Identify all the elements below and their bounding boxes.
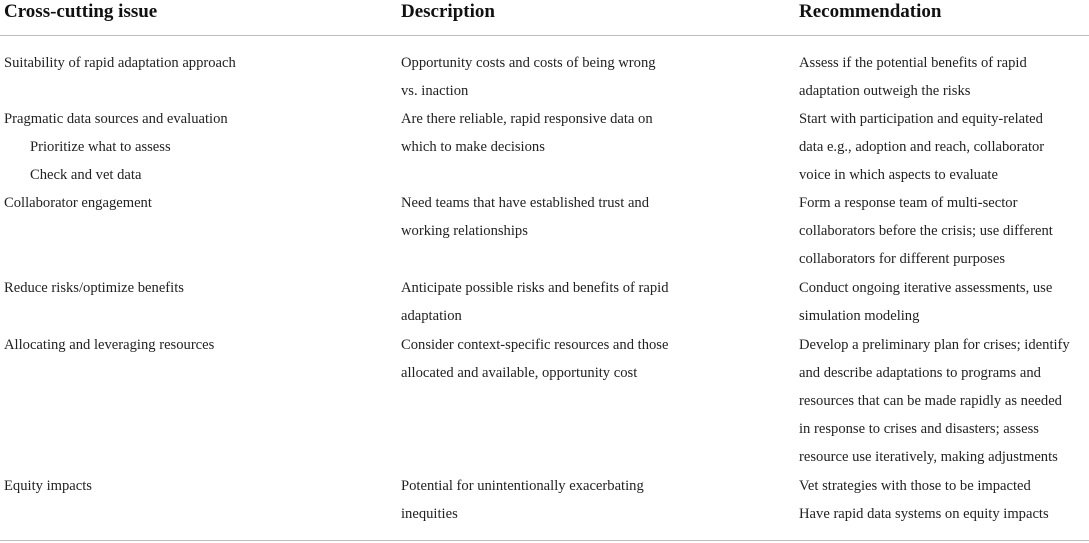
table-row-subitem: Check and vet data [30, 167, 142, 183]
header-divider [0, 35, 1089, 36]
table-row-issue: Reduce risks/optimize benefits [4, 280, 184, 296]
header-description: Description [401, 1, 495, 22]
table-row-description: Are there reliable, rapid responsive data on which to make decisions [401, 111, 653, 155]
table-row-recommendation: Form a response team of multi-sector collaborators before the crisis; use different collaborators for different purposes [799, 195, 1053, 267]
table-row-description: Potential for unintentionally exacerbating inequities [401, 478, 644, 522]
table-row-recommendation: Develop a preliminary plan for crises; identify and describe adaptations to programs and resources that can be made rapidly as needed in response to crises and disasters; assess resource use iteratively, making adjustments [799, 337, 1070, 465]
header-cross-cutting-issue: Cross-cutting issue [4, 1, 158, 22]
table-row-issue: Allocating and leveraging resources [4, 337, 215, 353]
table-row-subitem: Prioritize what to assess [30, 139, 171, 155]
table-row-description: Anticipate possible risks and benefits of rapid adaptation [401, 280, 669, 324]
table-header-row [0, 0, 1089, 40]
table-row-issue: Suitability of rapid adaptation approach [4, 55, 236, 71]
table-row-issue: Collaborator engagement [4, 195, 152, 211]
table-row-recommendation: Assess if the potential benefits of rapid adaptation outweigh the risks [799, 55, 1027, 99]
table-row-issue: Equity impacts [4, 478, 92, 494]
table-row-issue: Pragmatic data sources and evaluation [4, 111, 228, 127]
table-row-recommendation: Start with participation and equity-related data e.g., adoption and reach, collaborator voice in which aspects to evaluate [799, 111, 1045, 183]
table-row-recommendation: Vet strategies with those to be impacted Have rapid data systems on equity impacts [799, 478, 1049, 522]
table-bottom-divider [0, 540, 1089, 541]
table-row-recommendation: Conduct ongoing iterative assessments, use simulation modeling [799, 280, 1053, 324]
table-row-description: Opportunity costs and costs of being wrong vs. inaction [401, 55, 656, 99]
table-row-description: Consider context-specific resources and those allocated and available, opportunity cost [401, 337, 669, 381]
table-row-description: Need teams that have established trust and working relationships [401, 195, 650, 239]
header-recommendation: Recommendation [799, 1, 942, 22]
